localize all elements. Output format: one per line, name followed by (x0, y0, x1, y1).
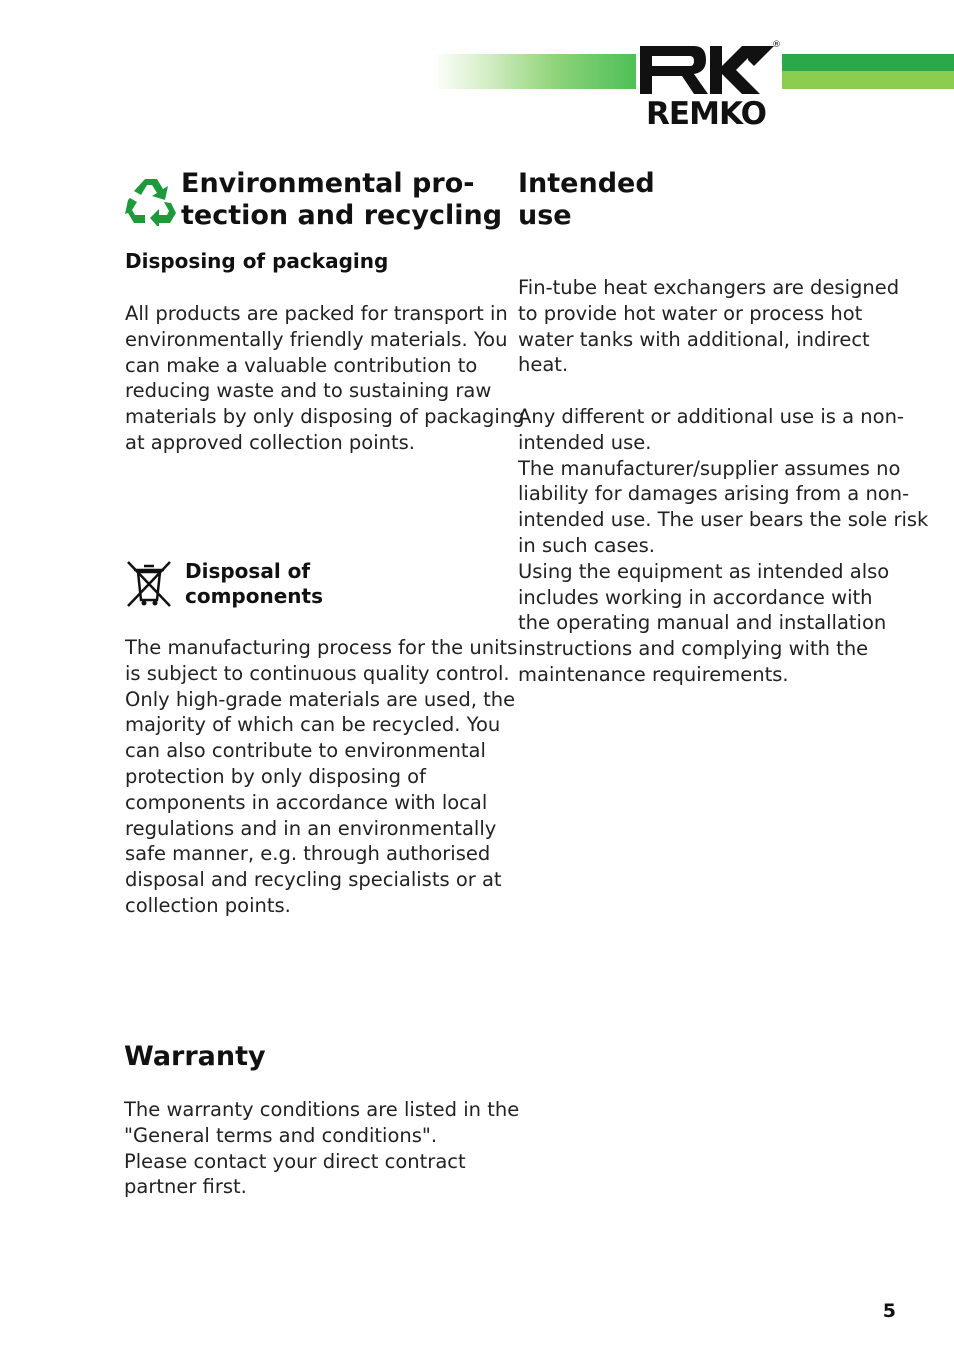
text-line: partner first. (124, 1175, 247, 1199)
registered-mark: ® (772, 40, 781, 50)
text-line: components in accordance with local (125, 790, 488, 814)
intended-title-line: Intended (518, 168, 655, 199)
text-line: in such cases. (518, 533, 655, 557)
text-line: All products are packed for transport in (125, 302, 508, 325)
text-line: disposal and recycling specialists or at (125, 868, 502, 892)
intended-paragraph-1 (518, 275, 899, 378)
text-line: Please contact your direct contract (124, 1149, 466, 1173)
components-paragraph (125, 635, 517, 919)
text-line: regulations and in an environmentally (125, 816, 497, 840)
intended-use-title (518, 168, 655, 232)
text-line: maintenance requirements. (518, 662, 789, 686)
crossed-bin-icon (124, 558, 174, 608)
text-line: The manufacturing process for the units (125, 636, 518, 659)
text-line: The warranty conditions are listed in the (124, 1098, 520, 1121)
env-title (181, 168, 502, 232)
text-line: Any different or additional use is a non- (518, 405, 904, 428)
text-line: majority of which can be recycled. You (125, 713, 501, 737)
text-line: environmentally friendly materials. You (125, 327, 508, 351)
env-title-line: Environmental pro- (181, 168, 475, 199)
components-heading-line: components (185, 584, 323, 608)
header-gradient-bar (432, 54, 638, 89)
text-line: is subject to continuous quality control. (125, 661, 510, 685)
text-line: the operating manual and installation (518, 611, 887, 635)
text-line: safe manner, e.g. through authorised (125, 842, 491, 866)
text-line: collection points. (125, 893, 291, 917)
text-line: The manufacturer/supplier assumes no (518, 456, 901, 480)
components-heading (185, 559, 323, 609)
text-line: "General terms and conditions". (124, 1123, 438, 1147)
text-line: reducing waste and to sustaining raw (125, 379, 492, 403)
packaging-paragraph (125, 301, 525, 456)
env-title-line: tection and recycling (181, 200, 503, 231)
text-line: at approved collection points. (125, 430, 415, 454)
packaging-heading: Disposing of packaging (125, 249, 389, 273)
text-line: protection by only disposing of (125, 764, 426, 788)
recycle-icon (125, 176, 177, 226)
text-line: includes working in accordance with (518, 585, 873, 609)
text-line: water tanks with additional, indirect (518, 327, 870, 351)
warranty-paragraph (124, 1097, 519, 1200)
warranty-title: Warranty (124, 1041, 266, 1072)
text-line: can make a valuable contribution to (125, 353, 478, 377)
page-number: 5 (882, 1300, 896, 1322)
text-line: intended use. The user bears the sole risk (518, 508, 929, 532)
text-line: instructions and complying with the (518, 637, 869, 661)
text-line: liability for damages arising from a non- (518, 482, 910, 506)
text-line: intended use. (518, 430, 652, 454)
text-line: to provide hot water or process hot (518, 301, 863, 325)
text-line: Using the equipment as intended also (518, 559, 890, 583)
text-line: heat. (518, 353, 569, 377)
text-line: materials by only disposing of packaging (125, 405, 525, 429)
brand-name: REMKO (646, 96, 766, 132)
intended-paragraph-2 (518, 404, 928, 688)
intended-title-line: use (518, 200, 572, 231)
text-line: Fin-tube heat exchangers are designed (518, 276, 900, 299)
text-line: Only high-grade materials are used, the (125, 687, 516, 711)
text-line: can also contribute to environmental (125, 739, 486, 763)
header-green-bar (770, 54, 954, 89)
components-heading-line: Disposal of (185, 559, 311, 583)
